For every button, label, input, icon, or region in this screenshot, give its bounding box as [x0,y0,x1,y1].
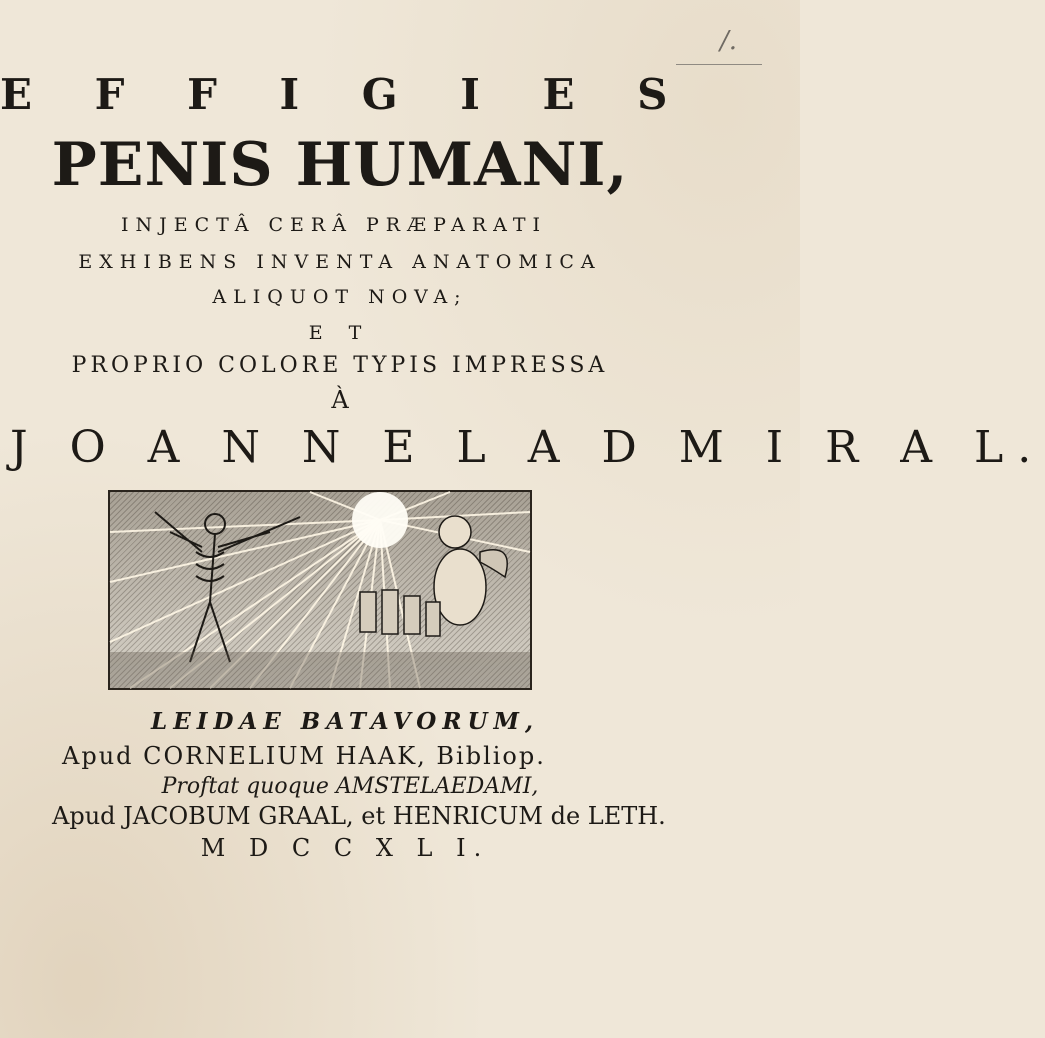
imprint-year: M D C C X L I. [200,834,490,862]
imprint-also: Proftat quoque AMSTELAEDAMI, [161,774,539,799]
subtitle-line-6: À [331,386,349,414]
imprint-also-publishers: Apud JACOBUM GRAAL, et HENRICUM de LETH. [52,802,666,830]
title-line-2: PENIS HUMANI, [51,130,629,200]
engraved-vignette [108,490,532,690]
subtitle-line-5: PROPRIO COLORE TYPIS IMPRESSA [71,353,609,378]
subtitle-line-3: ALIQUOT NOVA; [212,286,468,308]
title-line-1: E F F I G I E S [0,70,692,119]
vignette-illustration [110,492,530,688]
subtitle-line-1: INJECTÂ CERÂ PRÆPARATI [120,214,548,236]
imprint-place: LEIDAE BATAVORUM, [151,708,539,735]
imprint-publisher: Apud CORNELIUM HAAK, Bibliop. [62,742,546,770]
author-name: J O A N N E L A D M I R A L. [10,422,1045,473]
pencil-underline [676,64,762,65]
subtitle-line-4: E T [308,322,372,344]
pencil-annotation: /. [720,26,738,56]
subtitle-line-2: EXHIBENS INVENTA ANATOMICA [78,251,602,273]
